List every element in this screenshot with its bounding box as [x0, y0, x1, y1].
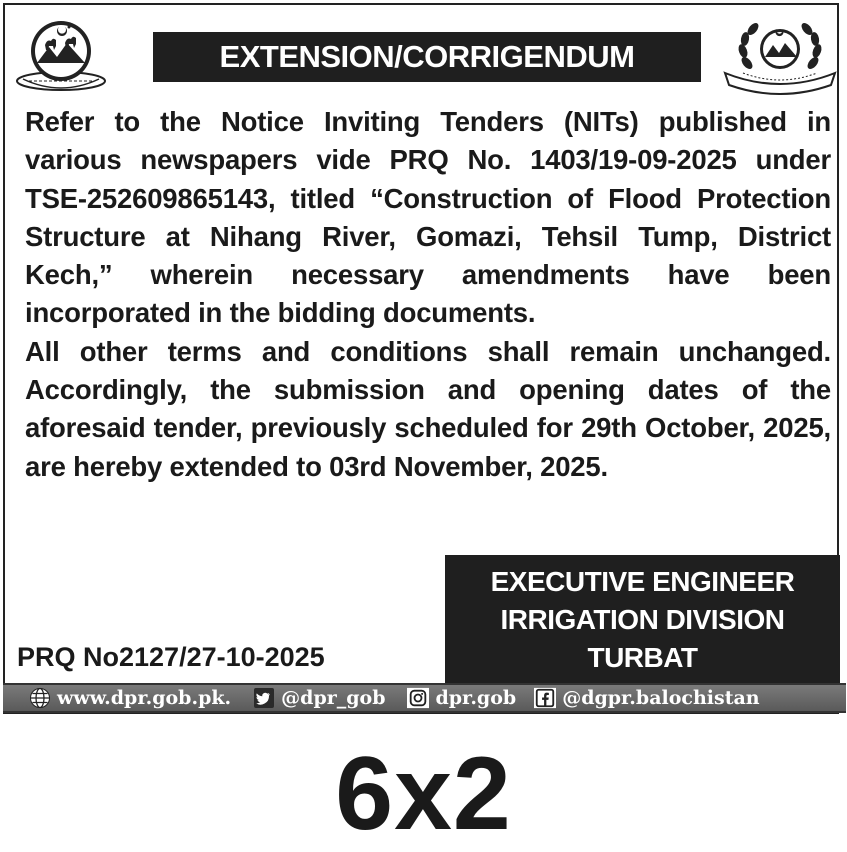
notice-paragraph-2: All other terms and conditions shall remain unchanged. Accordingly, the submission and opening dates of the aforesaid tender, previously scheduled for 29th October, 2025, are hereby extended to 03rd November, 2025.: [25, 335, 831, 482]
globe-icon: [29, 687, 51, 709]
website-link[interactable]: www.dpr.gob.pk.: [57, 687, 232, 709]
footer-facebook[interactable]: [534, 687, 759, 709]
signature-division: IRRIGATION DIVISION: [500, 604, 785, 635]
signature-location: TURBAT: [587, 642, 698, 673]
footer-website[interactable]: [29, 687, 231, 709]
dgpr-wreath-emblem-icon: [721, 15, 839, 95]
footer-instagram[interactable]: [407, 687, 516, 709]
facebook-icon: [534, 687, 556, 709]
instagram-handle[interactable]: dpr.gob: [435, 687, 517, 709]
prq-reference: PRQ No2127/27-10-2025: [17, 642, 325, 672]
notice-paragraph-1: Refer to the Notice Inviting Tenders (NITs) published in various newspapers vide PRQ No. 1403/19-09-2025 under TSE-252609865143, titled “Construction of Flood Protection Structure at Nihang River, Gomazi, Tehsil Tump, District Kech,” wherein necessary amendments have been incorporated in the bidding documents.: [25, 106, 831, 329]
signature-designation: EXECUTIVE ENGINEER: [490, 566, 795, 597]
notice-body: [25, 103, 831, 486]
footer-social-bar: [3, 683, 846, 713]
ad-size-label: 6x2: [335, 736, 512, 852]
footer-twitter[interactable]: [253, 687, 385, 709]
twitter-icon: [253, 687, 275, 709]
signature-block: [445, 555, 840, 683]
instagram-icon: [407, 687, 429, 709]
facebook-handle[interactable]: @dgpr.balochistan: [562, 687, 760, 709]
balochistan-emblem-icon: [15, 15, 107, 95]
notice-title: EXTENSION/CORRIGENDUM: [153, 32, 701, 82]
twitter-handle[interactable]: @dpr_gob: [281, 687, 386, 709]
